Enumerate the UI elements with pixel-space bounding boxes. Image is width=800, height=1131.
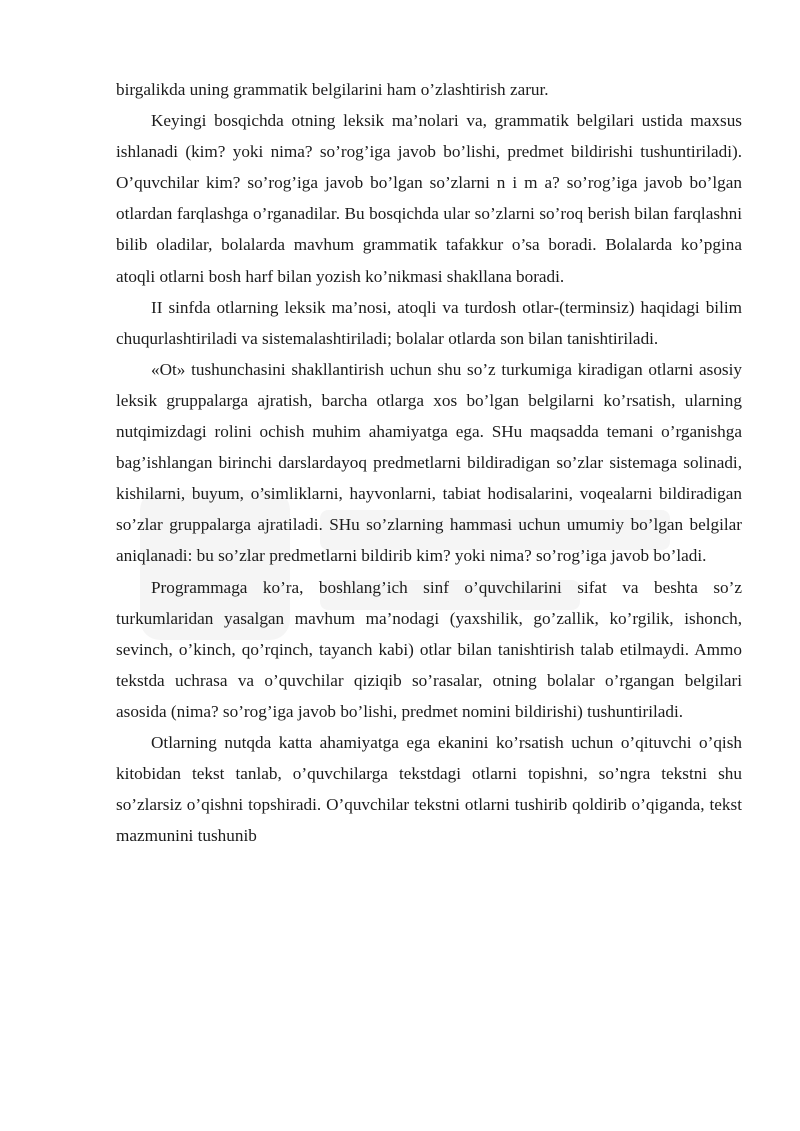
paragraph-3: II sinfda otlarning leksik ma’nosi, atoqli va turdosh otlar-(terminsiz) haqidagi bilim chuqurlashtiriladi va sistemalashtiriladi; bolalar otlarda son bilan tanishtiriladi. — [116, 297, 742, 348]
paragraph-4: «Ot» tushunchasini shakllantirish uchun shu so’z turkumiga kiradigan otlarni asosiy leksik gruppalarga ajratish, barcha otlarga xos bo’lgan belgilarni ko’rsatish, ularning nutqimizdagi rolini ochish muhim ahamiyatga ega. SHu maqsadda temani o’rganishga bag’ishlangan birinchi darslardayoq predmetlarni bildiradigan so’zlar sistemaga solinadi, kishilarni, buyum, o’simliklarni, hayvonlarni, tabiat hodisalarini, voqealarni bildiradigan so’zlar gruppalarga ajratiladi. SHu so’zlarning hammasi uchun umumiy bo’lgan belgilar aniqlanadi: bu so’zlar predmetlarni bildirib kim? yoki nima? so’rog’iga javob bo’ladi. — [116, 359, 742, 566]
body-text — [116, 74, 742, 851]
paragraph-1: birgalikda uning grammatik belgilarini ham o’zlashtirish zarur. — [116, 80, 549, 99]
paragraph-2: Keyingi bosqichda otning leksik ma’nolari va, grammatik belgilari ustida maxsus ishlanadi (kim? yoki nima? so’rog’iga javob bo’lishi, predmet bildirishi tushuntiriladi). O’quvchilar kim? so’rog’iga javob bo’lgan so’zlarni n i m a? so’rog’iga javob bo’lgan otlardan farqlashga o’rganadilar. Bu bosqichda ular so’zlarni so’roq berish bilan farqlashni bilib oladilar, bolalarda mavhum grammatik tafakkur o’sa boradi. Bolalarda ko’pgina atoqli otlarni bosh harf bilan yozish ko’nikmasi shakllana boradi. — [116, 111, 742, 286]
paragraph-5: Programmaga ko’ra, boshlang’ich sinf o’quvchilarini sifat va beshta so’z turkumlaridan yasalgan mavhum ma’nodagi (yaxshilik, go’zallik, ko’rgilik, ishonch, sevinch, o’kinch, qo’rqinch, tayanch kabi) otlar bilan tanishtirish talab etilmaydi. Ammo tekstda uchrasa va o’quvchilar qiziqib so’rasalar, otning bolalar o’rgangan belgilari asosida (nima? so’rog’iga javob bo’lishi, predmet nomini bildirishi) tushuntiriladi. — [116, 577, 742, 721]
paragraph-6: Otlarning nutqda katta ahamiyatga ega ekanini ko’rsatish uchun o’qituvchi o’qish kitobidan tekst tanlab, o’quvchilarga tekstdagi otlarni topishni, so’ngra tekstni shu so’zlarsiz o’qishni topshiradi. O’quvchilar tekstni otlarni tushirib qoldirib o’qiganda, tekst mazmunini tushunib — [116, 732, 742, 846]
